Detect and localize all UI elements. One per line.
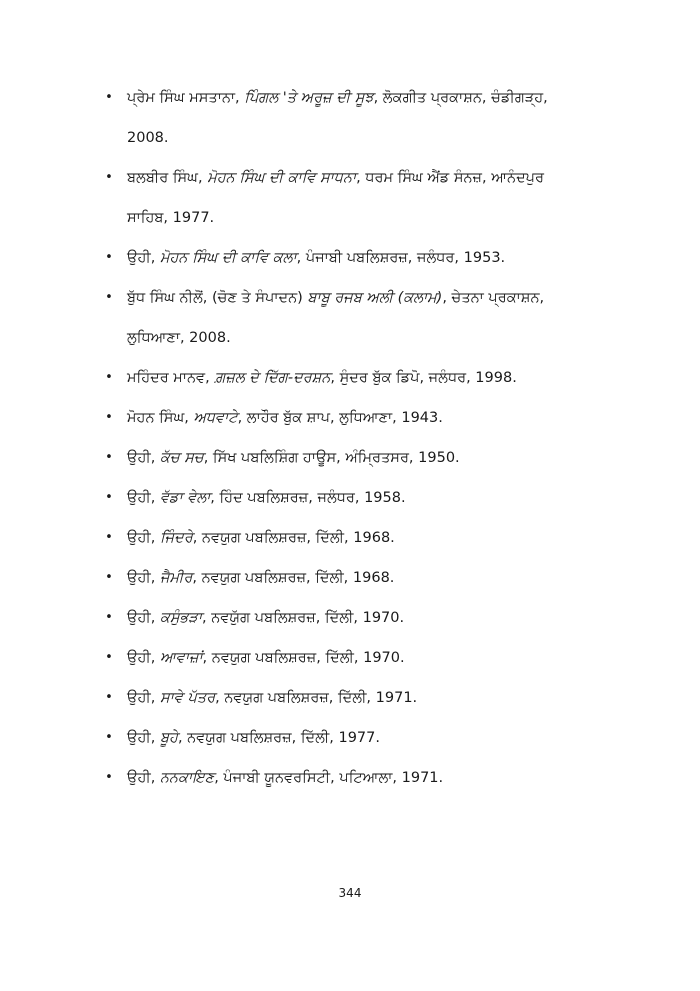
reference-author: ਉਹੀ, [127, 770, 160, 786]
reference-title: ਬਾਬੂ ਰਜਬ ਅਲੀ (ਕਲਾਮ) [307, 290, 443, 306]
reference-publication: , ਧਰਮ ਸਿੰਘ ਐਂਡ ਸੰਨਜ਼, ਆਨੰਦਪੁਰ ਸਾਹਿਬ, 1977. [127, 170, 545, 226]
bullet-icon: • [105, 450, 113, 465]
reference-item [0, 598, 700, 638]
reference-title: ਆਵਾਜ਼ਾਂ [159, 650, 203, 666]
reference-item [0, 638, 700, 678]
bullet-icon: • [105, 530, 113, 545]
reference-item [0, 478, 700, 518]
reference-title: ਮੋਹਨ ਸਿੰਘ ਦੀ ਕਾਵਿ ਕਲਾ [159, 250, 297, 266]
reference-publication: , ਨਵਯੁਗ ਪਬਲਿਸ਼ਰਜ਼, ਦਿੱਲੀ, 1977. [177, 730, 380, 746]
reference-item [0, 398, 700, 438]
reference-item [0, 238, 700, 278]
bullet-icon: • [105, 650, 113, 665]
reference-author: ਉਹੀ, [127, 610, 160, 626]
bullet-icon: • [105, 250, 113, 265]
reference-title: ਪਿੰਗਲ 'ਤੇ ਅਰੂਜ਼ ਦੀ ਸੂਝ [244, 90, 374, 106]
bullet-icon: • [105, 90, 113, 105]
reference-title: ਅਧਵਾਟੇ [193, 410, 238, 426]
reference-author: ਮੋਹਨ ਸਿੰਘ, [127, 410, 194, 426]
reference-publication: , ਨਵਯੁਗ ਪਬਲਿਸ਼ਰਜ਼, ਦਿੱਲੀ, 1968. [192, 570, 395, 586]
reference-title: ਗ਼ਜ਼ਲ ਦੇ ਦਿੱਗ-ਦਰਸ਼ਨ [214, 370, 331, 386]
reference-author: ਉਹੀ, [127, 690, 160, 706]
reference-publication: , ਨਵਯੁਗ ਪਬਲਿਸ਼ਰਜ਼, ਦਿੱਲੀ, 1970. [202, 650, 405, 666]
bullet-icon: • [105, 170, 113, 185]
reference-author: ਉਹੀ, [127, 490, 160, 506]
reference-author: ਉਹੀ, [127, 570, 160, 586]
reference-author: ਉਹੀ, [127, 730, 160, 746]
reference-title: ਬੂਹੇ [159, 730, 178, 746]
reference-title: ਜਿੰਦਰੇ [159, 530, 193, 546]
reference-publication: , ਨਵਯੁੱਗ ਪਬਲਿਸ਼ਰਜ਼, ਦਿੱਲੀ, 1970. [202, 610, 405, 626]
reference-author: ਬੁੱਧ ਸਿੰਘ ਨੀਲੋਂ, (ਚੋਣ ਤੇ ਸੰਪਾਦਨ) [127, 290, 308, 306]
reference-title: ਕੱਚ ਸਚ [159, 450, 204, 466]
reference-title: ਮੋਹਨ ਸਿੰਘ ਦੀ ਕਾਵਿ ਸਾਧਨਾ [207, 170, 357, 186]
reference-item [0, 678, 700, 718]
reference-publication: , ਨਵਯੁਗ ਪਬਲਿਸ਼ਰਜ਼, ਦਿੱਲੀ, 1968. [192, 530, 395, 546]
reference-author: ਮਹਿੰਦਰ ਮਾਨਵ, [127, 370, 215, 386]
reference-item [0, 518, 700, 558]
bullet-icon: • [105, 410, 113, 425]
bullet-icon: • [105, 610, 113, 625]
reference-author: ਪ੍ਰੇਮ ਸਿੰਘ ਮਸਤਾਨਾ, [127, 90, 245, 106]
reference-author: ਬਲਬੀਰ ਸਿੰਘ, [127, 170, 208, 186]
reference-publication: , ਹਿੰਦ ਪਬਲਿਸ਼ਰਜ਼, ਜਲੰਧਰ, 1958. [210, 490, 406, 506]
reference-publication: , ਸਿੱਖ ਪਬਲਿਸ਼ਿੰਗ ਹਾਊਸ, ਅੰਮ੍ਰਿਤਸਰ, 1950. [203, 450, 460, 466]
bullet-icon: • [105, 730, 113, 745]
reference-item [0, 758, 700, 798]
bullet-icon: • [105, 490, 113, 505]
reference-title: ਸਾਵੇ ਪੱਤਰ [159, 690, 216, 706]
bullet-icon: • [105, 770, 113, 785]
reference-publication: , ਪੰਜਾਬੀ ਪਬਲਿਸ਼ਰਜ਼, ਜਲੰਧਰ, 1953. [296, 250, 506, 266]
reference-item [0, 718, 700, 758]
page-number: 344 [338, 886, 362, 900]
bullet-icon: • [105, 690, 113, 705]
bibliography-list [0, 78, 700, 798]
reference-item [0, 358, 700, 398]
reference-item [0, 158, 700, 238]
reference-title: ਕਸੁੰਭੜਾ [159, 610, 203, 626]
reference-publication: , ਲੋਕਗੀਤ ਪ੍ਰਕਾਸ਼ਨ, ਚੰਡੀਗੜ੍ਹ, 2008. [127, 90, 548, 146]
reference-author: ਉਹੀ, [127, 530, 160, 546]
reference-title: ਜੈਮੀਰ [159, 570, 193, 586]
bullet-icon: • [105, 370, 113, 385]
reference-author: ਉਹੀ, [127, 650, 160, 666]
reference-item [0, 558, 700, 598]
reference-author: ਉਹੀ, [127, 450, 160, 466]
bullet-icon: • [105, 570, 113, 585]
reference-item [0, 78, 700, 158]
reference-publication: , ਪੰਜਾਬੀ ਯੂਨਵਰਸਿਟੀ, ਪਟਿਆਲਾ, 1971. [214, 770, 444, 786]
reference-title: ਨਨਕਾਇਣ [159, 770, 215, 786]
reference-publication: , ਨਵਯੁਗ ਪਬਲਿਸ਼ਰਜ਼, ਦਿੱਲੀ, 1971. [215, 690, 418, 706]
reference-title: ਵੱਡਾ ਵੇਲਾ [159, 490, 211, 506]
reference-publication: , ਸੁੰਦਰ ਬੁੱਕ ਡਿਪੋ, ਜਲੰਧਰ, 1998. [330, 370, 517, 386]
reference-item [0, 438, 700, 478]
reference-item [0, 278, 700, 358]
bullet-icon: • [105, 290, 113, 305]
reference-author: ਉਹੀ, [127, 250, 160, 266]
reference-publication: , ਚੇਤਨਾ ਪ੍ਰਕਾਸ਼ਨ, ਲੁਧਿਆਣਾ, 2008. [127, 290, 545, 346]
reference-publication: , ਲਾਹੌਰ ਬੁੱਕ ਸ਼ਾਪ, ਲੁਧਿਆਣਾ, 1943. [237, 410, 443, 426]
